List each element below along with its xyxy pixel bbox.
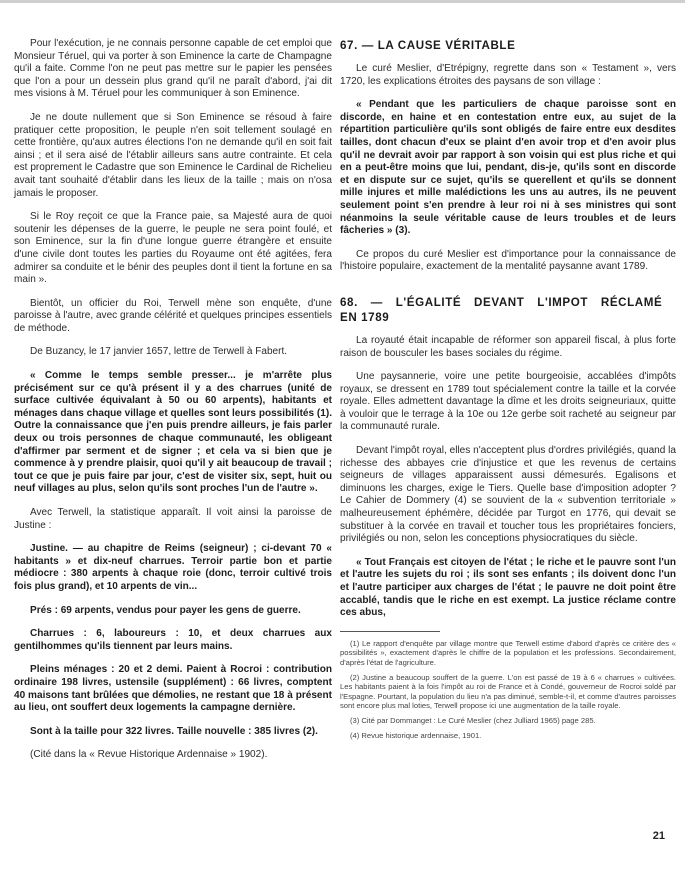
body-paragraph: Devant l'impôt royal, elles n'acceptent plus d'ordres privilégiés, quand la richesse des abbayes crie d'injustice et que les revenus de certains seigneurs de villages apparaissent aussi démesurés. Egalisons et diminuons les charges, exige le Tiers. Quelle base d'imposition adopter ? Le Cahier de Dommery (4) se souvient de la « subvention territoriale » malheureusement éphémère, décidée par Turgot en 1776, qui devait se substituer à la corvée en travail et toucher tous les propriétaires fonciers, privilégiés ou non, selon les conceptions physiocratiques du siècle.	[340, 445, 676, 545]
left-paragraph: Avec Terwell, la statistique apparaît. Il voit ainsi la paroisse de Justine :	[14, 507, 332, 531]
footnote: (4) Revue historique ardennaise, 1901.	[350, 730, 482, 740]
meslier-quote: « Pendant que les particuliers de chaque paroisse sont en discorde, en haine et en contestation entre eux, au sujet de la répartition particulière qu'ils sont obligés de faire entre eux desdites tailles, dont chacun d'eux se plaint d'en avoir trop et d'en avoir plus qu'il ne devrait avoir par rapport à son voisin qui est plus riche et qui en a peut-être moins que lui, pendant, dis-je, qu'ils sont en discorde et en dispute sur ce sujet, qu'ils se querellent et qu'ils se donnent mille injures et mille malédictions les uns au autres, ils ne peuvent seulement point s'en prendre à leur roi ni à ses ministres qui sont néanmoins la seule véritable cause de leurs troubles et de leurs fâcheries » (3).	[340, 99, 676, 237]
left-paragraph: Sont à la taille pour 322 livres. Taille nouvelle : 385 livres (2).	[30, 725, 318, 737]
left-column	[14, 38, 332, 773]
heading-line-2: EN 1789	[340, 310, 390, 324]
footnote-divider	[340, 631, 440, 632]
left-paragraph: (Cité dans la « Revue Historique Ardennaise » 1902).	[30, 749, 268, 761]
section-heading-67: 67. — LA CAUSE VÉRITABLE	[340, 39, 516, 52]
body-paragraph: La royauté était incapable de réformer son appareil fiscal, à plus forte raison de bousculer les bases sociales du régime.	[340, 334, 676, 359]
page-number: 21	[652, 830, 665, 842]
intro-paragraph: Le curé Meslier, d'Etrépigny, regrette dans son « Testament », vers 1720, les explications étroites des paysans de son village :	[340, 63, 676, 87]
left-paragraph: Pour l'exécution, je ne connais personne capable de cet emploi que Monsieur Téruel, qui va porter à son Eminence la carte de Champagne qu'il a faite. Comme l'on ne peut pas mettre sur le papier les pensées que l'on a pour un dessein plus grand qu'il ne paraît d'abord, j'ai dit mes visions à M. Téruel pour les communiquer à son Eminence.	[14, 38, 332, 100]
footnote: (1) Le rapport d'enquête par village montre que Terwell estime d'abord d'après ce critère des « possibilités », exactement d'après le chiffre de la population et les professions. Secondairement, d'après l'état de l'agriculture.	[340, 638, 676, 667]
heading-line-1: 68. — L'ÉGALITÉ DEVANT L'IMPOT RÉCLAMÉ	[340, 295, 663, 309]
left-paragraph: Si le Roy reçoit ce que la France paie, sa Majesté aura de quoi soutenir les dépenses de la guerre, le peuple ne sera point foulé, et son Eminence, sur la fin d'une longue guerre étrangère et ensuite d'une civile dont toutes les parties du Royaume ont été agitées, fera admirer sa conduite et le bénir des peuples dont il tient la fortune en sa main ».	[14, 211, 332, 286]
footnote: (2) Justine a beaucoup souffert de la guerre. L'on est passé de 19 à 6 « charrues » cultivées. Les habitants paient à la fois l'impôt au roi de France et à Condé, gouverneur de Rocroi soldé par l'Espagne. Pourtant, la population du lieu n'a pas diminué, semble-t-il, et comme d'autres paroisses sont encore plus mal loties, Terwell propose ici une augmentation de la taille royale.	[340, 672, 676, 711]
left-paragraph: De Buzancy, le 17 janvier 1657, lettre de Terwell à Fabert.	[30, 346, 288, 358]
left-paragraph: Pleins ménages : 20 et 2 demi. Paient à Rocroi : contribution ordinaire 198 livres, ustensile (supplément) : 66 livres, comptent 40 maisons tant brûlées que démolies, ne restant que 18 à présent au lieu, ont souffert deux logements la campagne dernière.	[14, 664, 332, 714]
top-border	[0, 0, 685, 3]
body-paragraph: Une paysannerie, voire une petite bourgeoisie, accablées d'impôts royaux, se dressent en 1789 tout spécialement contre la taille et la corvée royale. Elles admettent davantage la dîme et les droits seigneuriaux, quitte à vouloir que le terrage à la 10e ou 12e gerbe soit racheté au seigneur par la communauté rurale.	[340, 371, 676, 433]
footnotes	[340, 639, 676, 740]
cahier-quote: « Tout Français est citoyen de l'état ; le riche et le pauvre sont l'un et l'autre les sujets du roi ; ils sont ses enfants ; ils doivent donc l'un et l'autre participer aux charges de l'état ; le pauvre ne doit point être accablé, tandis que le riche en est exempt. La justice réclame contre ces abus,	[340, 556, 676, 619]
left-paragraph: Bientôt, un officier du Roi, Terwell mène son enquête, d'une paroisse à l'autre, avec grande célérité et quelques principes essentiels de méthode.	[14, 297, 332, 334]
right-column	[340, 38, 676, 745]
left-paragraph: Charrues : 6, laboureurs : 10, et deux charrues aux gentilhommes qu'ils tiennent par leurs mains.	[14, 628, 332, 652]
commentary-paragraph: Ce propos du curé Meslier est d'importance pour la connaissance de l'histoire populaire, exactement de la mentalité paysanne avant 1789.	[340, 248, 676, 273]
left-paragraph: Justine. — au chapitre de Reims (seigneur) ; ci-devant 70 « habitants » et dix-neuf charrues. Terroir partie bon et partie médiocre : 380 arpents à chaque roie (donc, terroir cultivé trois fois plus grand), et 10 arpents de vin...	[14, 543, 332, 592]
section-heading-68	[340, 295, 676, 325]
left-paragraph: Prés : 69 arpents, vendus pour payer les gens de guerre.	[30, 604, 301, 616]
left-paragraph: « Comme le temps semble presser... je m'arrête plus précisément sur ce qu'à présent il y a des charrues (unité de surface cultivée équivalant à 50 ou 60 arpents), habitants et ménages dans chaque village et quelles sont leurs possibilités (1). Outre la connaissance que j'en puis prendre ailleurs, je fais parler deux ou trois personnes de chaque communauté, les obligeant d'affirmer par serment et de signer ; et cela va si bien que je commence à y prendre plaisir, quoi qu'il y ait beaucoup de travail ; tout ce que je puis faire par jour, c'est de visiter six, sept, huit ou neuf villages au plus, selon qu'ils sont proches l'un de l'autre ».	[14, 370, 332, 495]
left-paragraph: Je ne doute nullement que si Son Eminence se résoud à faire pratiquer cette proposition, le peuple n'en soit tellement soulagé en cette frontière, qu'aux autres élections l'on ne demande qu'il en soit fait ainsi ; et il sera aisé de l'établir ailleurs sans autre contrainte. Et cela est proprement le Cadastre que son Eminence le Cardinal de Richelieu avait tant souhaité d'établir dans les lieux de la taille ; mais on n'osa jamais le proposer.	[14, 111, 332, 199]
footnote: (3) Cité par Dommanget : Le Curé Meslier (chez Julliard 1965) page 285.	[350, 715, 596, 725]
